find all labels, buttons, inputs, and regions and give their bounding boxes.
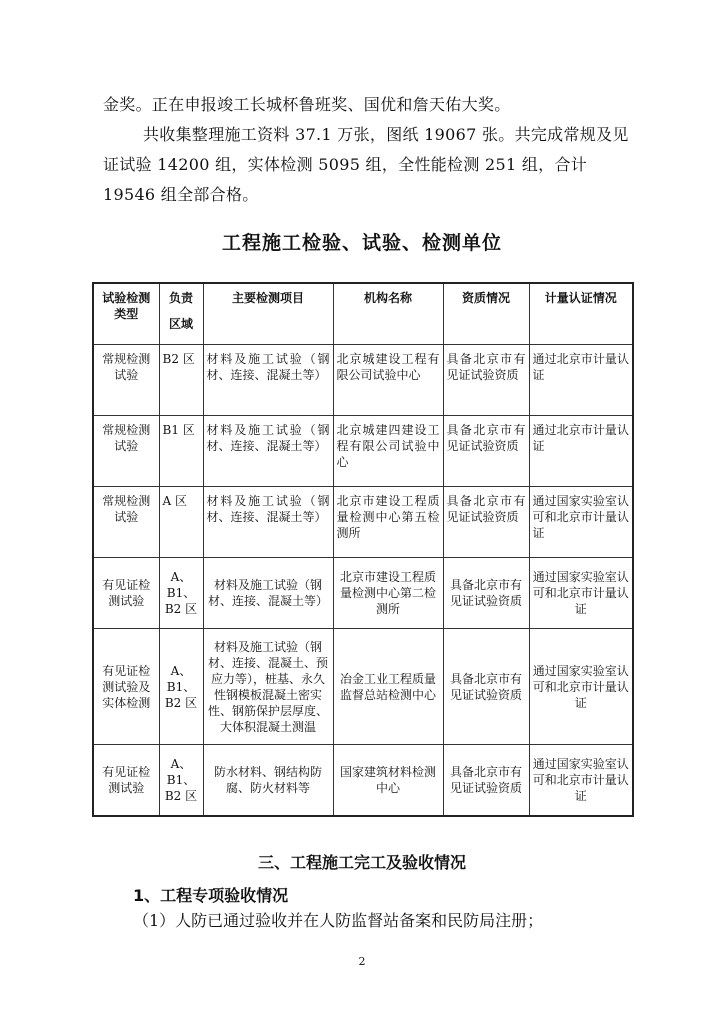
header-area-line2: 区域 [168,317,193,331]
cell-cert: 通过国家实验室认可和北京市计量认证 [529,487,633,558]
cell-org: 北京市建设工程质量检测中心第五检测所 [333,487,443,558]
cell-items: 材料及施工试验（钢材、连接、混凝土等） [203,558,333,629]
cell-qual: 具备北京市有见证试验资质 [443,745,529,817]
header-area [159,283,203,345]
cell-type: 有见证检测试验 [93,745,159,817]
cell-area: B1 区 [159,416,203,487]
cell-org: 北京市建设工程质量检测中心第二检测所 [333,558,443,629]
paragraph-statistics: 共收集整理施工资料 37.1 万张，图纸 19067 张。共完成常规及见证试验 14200 组，实体检测 5095 组，全性能检测 251 组，合计 19546 组全部合格。 [103,125,629,204]
cell-org: 冶金工业工程质量监督总站检测中心 [333,629,443,745]
cell-area: A、B1、B2 区 [159,558,203,629]
cell-cert: 通过国家实验室认可和北京市计量认证 [529,629,633,745]
cell-type: 有见证检测试验 [93,558,159,629]
header-qual: 资质情况 [443,283,529,345]
cell-qual: 具备北京市有见证试验资质 [443,558,529,629]
paragraph-award: 金奖。正在申报竣工长城杯鲁班奖、国优和詹天佑大奖。 [103,95,511,114]
header-org: 机构名称 [333,283,443,345]
table-header-row [93,283,633,345]
cell-area: A、B1、B2 区 [159,629,203,745]
inspection-units-table [92,282,634,817]
cell-cert: 通过国家实验室认可和北京市计量认证 [529,558,633,629]
table-row [93,345,633,416]
cell-type: 常规检测试验 [93,416,159,487]
cell-org: 北京城建设工程有限公司试验中心 [333,345,443,416]
list-item: （1）人防已通过验收并在人防监督站备案和民防局注册； [133,911,544,930]
table-title: 工程施工检验、试验、检测单位 [221,232,502,254]
section-title: 三、工程施工完工及验收情况 [257,853,466,872]
header-cert: 计量认证情况 [529,283,633,345]
cell-area: A 区 [159,487,203,558]
cell-items: 材料及施工试验（钢材、连接、混凝土、预应力等），桩基、永久性钢模板混凝土密实性、钢筋保护层厚度、大体积混凝土测温 [203,629,333,745]
cell-cert: 通过北京市计量认证 [529,345,633,416]
cell-qual: 具备北京市有见证试验资质 [443,416,529,487]
table-row [93,745,633,817]
cell-items: 材料及施工试验（钢材、连接、混凝土等） [203,416,333,487]
subsection-title: 1、工程专项验收情况 [133,886,289,905]
cell-area: B2 区 [159,345,203,416]
table-row [93,558,633,629]
cell-qual: 具备北京市有见证试验资质 [443,629,529,745]
cell-items: 防水材料、钢结构防腐、防火材料等 [203,745,333,817]
cell-qual: 具备北京市有见证试验资质 [443,345,529,416]
table-row [93,416,633,487]
header-type: 试验检测类型 [93,283,159,345]
cell-items: 材料及施工试验（钢材、连接、混凝土等） [203,487,333,558]
header-area-line1: 负责 [168,291,193,305]
page-number: 2 [358,955,366,968]
cell-cert: 通过国家实验室认可和北京市计量认证 [529,745,633,817]
cell-type: 有见证检测试验及实体检测 [93,629,159,745]
table-row [93,487,633,558]
cell-org: 北京城建四建设工程有限公司试验中心 [333,416,443,487]
table-row [93,629,633,745]
cell-org: 国家建筑材料检测中心 [333,745,443,817]
header-items: 主要检测项目 [203,283,333,345]
cell-type: 常规检测试验 [93,345,159,416]
cell-items: 材料及施工试验（钢材、连接、混凝土等） [203,345,333,416]
cell-area: A、B1、B2 区 [159,745,203,817]
cell-cert: 通过北京市计量认证 [529,416,633,487]
cell-qual: 具备北京市有见证试验资质 [443,487,529,558]
cell-type: 常规检测试验 [93,487,159,558]
